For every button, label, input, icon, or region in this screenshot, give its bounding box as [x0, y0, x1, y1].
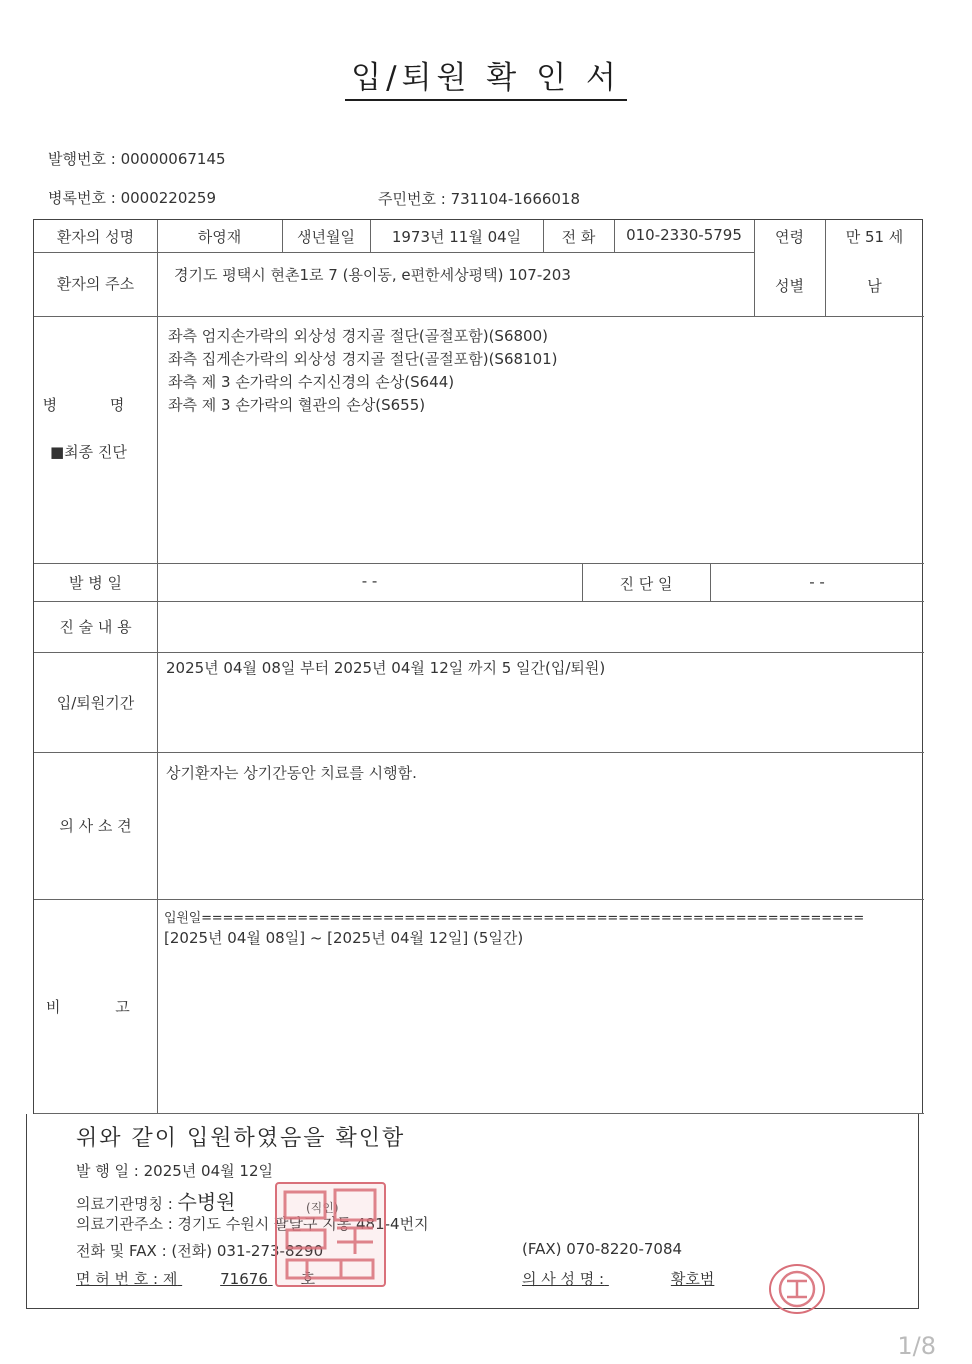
diagnosis-line: 좌측 제 3 손가락의 수지신경의 손상(S644): [168, 373, 455, 391]
age-value: 만 51 세: [845, 228, 904, 246]
sex-label: 성별: [775, 277, 804, 295]
final-diagnosis-label: ■최종 진단: [50, 443, 127, 461]
birth-label: 생년월일: [297, 228, 355, 246]
birth-date: 1973년 11월 04일: [391, 228, 522, 246]
document-title: 입/퇴원 확 인 서: [0, 52, 972, 97]
diagnosis-line: 좌측 제 3 손가락의 혈관의 손상(S655): [168, 396, 426, 414]
seal-note: (직인): [306, 1201, 339, 1215]
license-row: 면 허 번 호 : 제 71676 호: [76, 1270, 316, 1288]
page-indicator: 1/8: [897, 1332, 936, 1360]
certificate-table: [33, 219, 923, 1114]
surgery-label: 진 술 내 용: [59, 618, 132, 636]
sex-value: 남: [867, 277, 882, 295]
remarks-line-2: [2025년 04월 08일] ~ [2025년 04월 12일] (5일간): [164, 929, 524, 947]
phone-label: 전 화: [561, 228, 596, 246]
hospital-name: 수병원: [177, 1190, 236, 1214]
disease-label: 병 명: [42, 396, 149, 414]
address-label: 환자의 주소: [56, 275, 135, 293]
period-label: 입/퇴원기간: [56, 694, 135, 712]
record-number: 병록번호 : 0000220259: [48, 189, 217, 207]
phone-number: 010-2330-5795: [626, 226, 742, 244]
diagnosis-line: 좌측 엄지손가락의 외상성 경지골 절단(골절포함)(S6800): [168, 327, 548, 345]
diagnosis-date-value: - -: [809, 573, 825, 591]
fax-number: (FAX) 070-8220-7084: [522, 1240, 683, 1258]
hospital-name-row: 의료기관명칭 : 수병원: [76, 1190, 236, 1214]
telephone-row: 전화 및 FAX : (전화) 031-273-8290: [76, 1242, 324, 1260]
opinion-label: 의 사 소 견: [59, 817, 132, 835]
period-value: 2025년 04월 08일 부터 2025년 04월 12일 까지 5 일간(입/퇴원): [166, 659, 606, 677]
hospital-seal-stamp: [275, 1182, 386, 1287]
issue-number: 발행번호 : 00000067145: [48, 150, 226, 168]
confirmation-statement: 위와 같이 입원하였음을 확인함: [76, 1126, 406, 1151]
remarks-label: 비 고: [46, 998, 130, 1016]
remarks-line-1: 입원일==============================================================: [164, 911, 865, 926]
name-label: 환자의 성명: [56, 228, 135, 246]
onset-value: - -: [361, 572, 378, 590]
patient-address: 경기도 평택시 현촌1로 7 (용이동, e편한세상평택) 107-203: [174, 266, 571, 284]
patient-name: 하영재: [197, 228, 242, 246]
diagnosis-line: 좌측 집게손가락의 외상성 경지골 절단(골절포함)(S68101): [168, 350, 558, 368]
onset-label: 발 병 일: [68, 574, 122, 592]
opinion-value: 상기환자는 상기간동안 치료를 시행함.: [166, 764, 417, 782]
issue-date-row: 발 행 일 : 2025년 04월 12일: [76, 1162, 273, 1180]
hospital-address-row: 의료기관주소 : 경기도 수원시 팔달구 지동 481-4번지: [76, 1215, 429, 1233]
resident-number: 주민번호 : 731104-1666018: [378, 190, 581, 208]
doctor-seal-stamp: [769, 1264, 825, 1314]
age-label: 연령: [775, 228, 804, 246]
diagnosis-list: [168, 325, 558, 417]
doctor-row: 의 사 성 명 : 황호범: [522, 1270, 715, 1288]
diagnosis-date-label: 진 단 일: [619, 575, 673, 593]
